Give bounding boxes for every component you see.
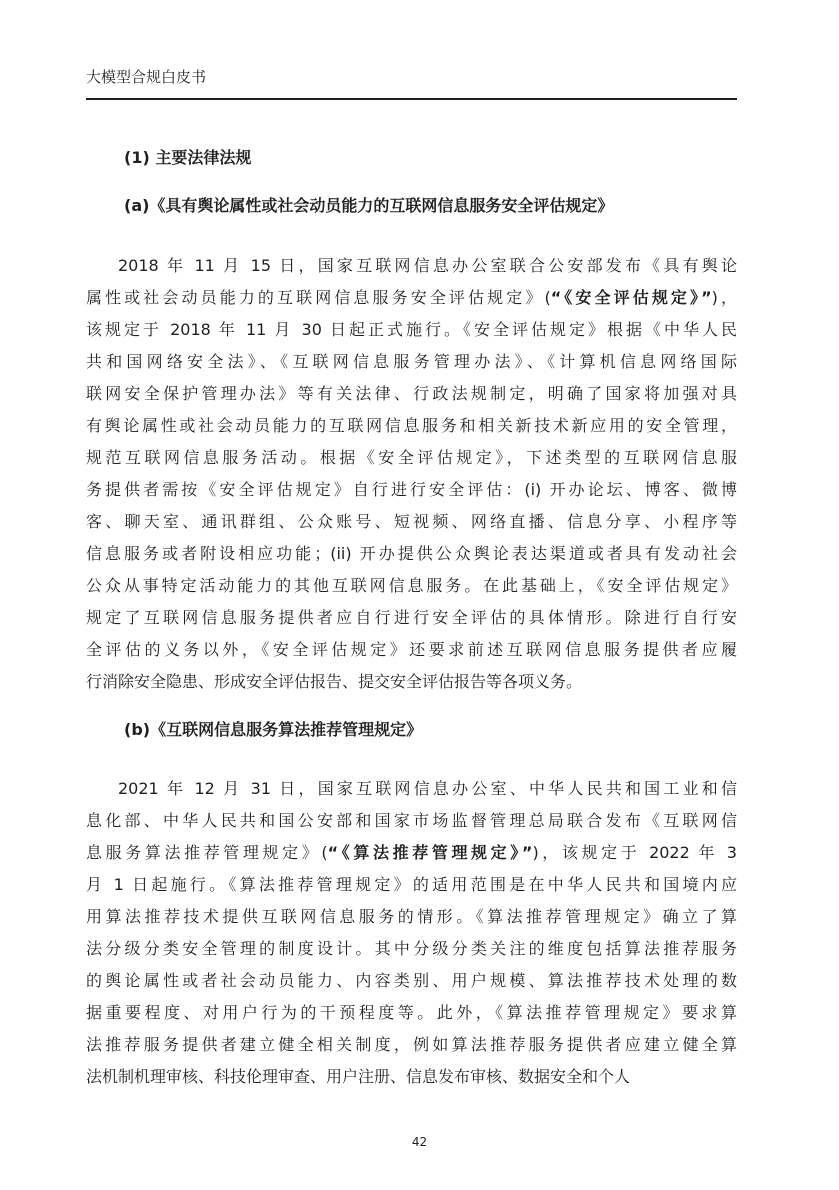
paragraph-line: 息服务算法推荐管理规定》(“《算法推荐管理规定》”)，该规定于 2022 年 3 xyxy=(86,843,737,862)
paragraph-line: 法分级分类安全管理的制度设计。其中分级分类关注的维度包括算法推荐服务 xyxy=(86,939,737,958)
header-rule xyxy=(86,98,737,100)
paragraph-line: 务提供者需按《安全评估规定》自行进行安全评估：(i) 开办论坛、博客、微博 xyxy=(86,480,737,499)
paragraph-line: 用算法推荐技术提供互联网信息服务的情形。《算法推荐管理规定》确立了算 xyxy=(86,907,737,926)
subsection-a-heading: (a)《具有舆论属性或社会动员能力的互联网信息服务安全评估规定》 xyxy=(124,196,614,215)
paragraph-line: 属性或社会动员能力的互联网信息服务安全评估规定》(“《安全评估规定》”)， xyxy=(86,288,737,307)
defined-term: “《算法推荐管理规定》” xyxy=(327,843,533,862)
paragraph-line: 该规定于 2018 年 11 月 30 日起正式施行。《安全评估规定》根据《中华人民 xyxy=(86,320,737,339)
paragraph-line: 规范互联网信息服务活动。根据《安全评估规定》，下述类型的互联网信息服 xyxy=(86,448,737,467)
section-heading: (1) 主要法律法规 xyxy=(124,148,252,167)
paragraph-line: 的舆论属性或者社会动员能力、内容类别、用户规模、算法推荐技术处理的数 xyxy=(86,971,737,990)
paragraph-line: 法机制机理审核、科技伦理审查、用户注册、信息发布审核、数据安全和个人 xyxy=(86,1067,631,1086)
subsection-b-heading: (b)《互联网信息服务算法推荐管理规定》 xyxy=(124,720,423,739)
paragraph-line: 月 1 日起施行。《算法推荐管理规定》的适用范围是在中华人民共和国境内应 xyxy=(86,875,737,894)
page-body xyxy=(86,143,737,1093)
paragraph-line: 有舆论属性或社会动员能力的互联网信息服务和相关新技术新应用的安全管理， xyxy=(86,416,737,435)
paragraph-line: 共和国网络安全法》、《互联网信息服务管理办法》、《计算机信息网络国际 xyxy=(86,352,737,371)
paragraph-line: 公众从事特定活动能力的其他互联网信息服务。在此基础上，《安全评估规定》 xyxy=(86,576,737,595)
subsection-b-paragraph xyxy=(86,773,737,1093)
paragraph-line: 规定了互联网信息服务提供者应自行进行安全评估的具体情形。除进行自行安 xyxy=(86,608,737,627)
running-title: 大模型合规白皮书 xyxy=(86,68,207,86)
paragraph-line: 客、聊天室、通讯群组、公众账号、短视频、网络直播、信息分享、小程序等 xyxy=(86,512,737,531)
paragraph-line: 信息服务或者附设相应功能；(ii) 开办提供公众舆论表达渠道或者具有发动社会 xyxy=(86,544,737,563)
paragraph-line: 行消除安全隐患、形成安全评估报告、提交安全评估报告等各项义务。 xyxy=(86,672,583,691)
page-number: 42 xyxy=(411,1135,428,1149)
paragraph-line: 据重要程度、对用户行为的干预程度等。此外，《算法推荐管理规定》要求算 xyxy=(86,1003,737,1022)
subsection-a-paragraph xyxy=(86,250,737,698)
paragraph-line: 法推荐服务提供者建立健全相关制度，例如算法推荐服务提供者应建立健全算 xyxy=(86,1035,737,1054)
paragraph-line: 全评估的义务以外，《安全评估规定》还要求前述互联网信息服务提供者应履 xyxy=(86,640,737,659)
paragraph-line: 2018 年 11 月 15 日，国家互联网信息办公室联合公安部发布《具有舆论 xyxy=(118,256,737,275)
paragraph-line: 联网安全保护管理办法》等有关法律、行政法规制定，明确了国家将加强对具 xyxy=(86,384,737,403)
paragraph-line: 息化部、中华人民共和国公安部和国家市场监督管理总局联合发布《互联网信 xyxy=(86,811,737,830)
paragraph-line: 2021 年 12 月 31 日，国家互联网信息办公室、中华人民共和国工业和信 xyxy=(118,779,737,798)
defined-term: “《安全评估规定》” xyxy=(550,288,712,307)
